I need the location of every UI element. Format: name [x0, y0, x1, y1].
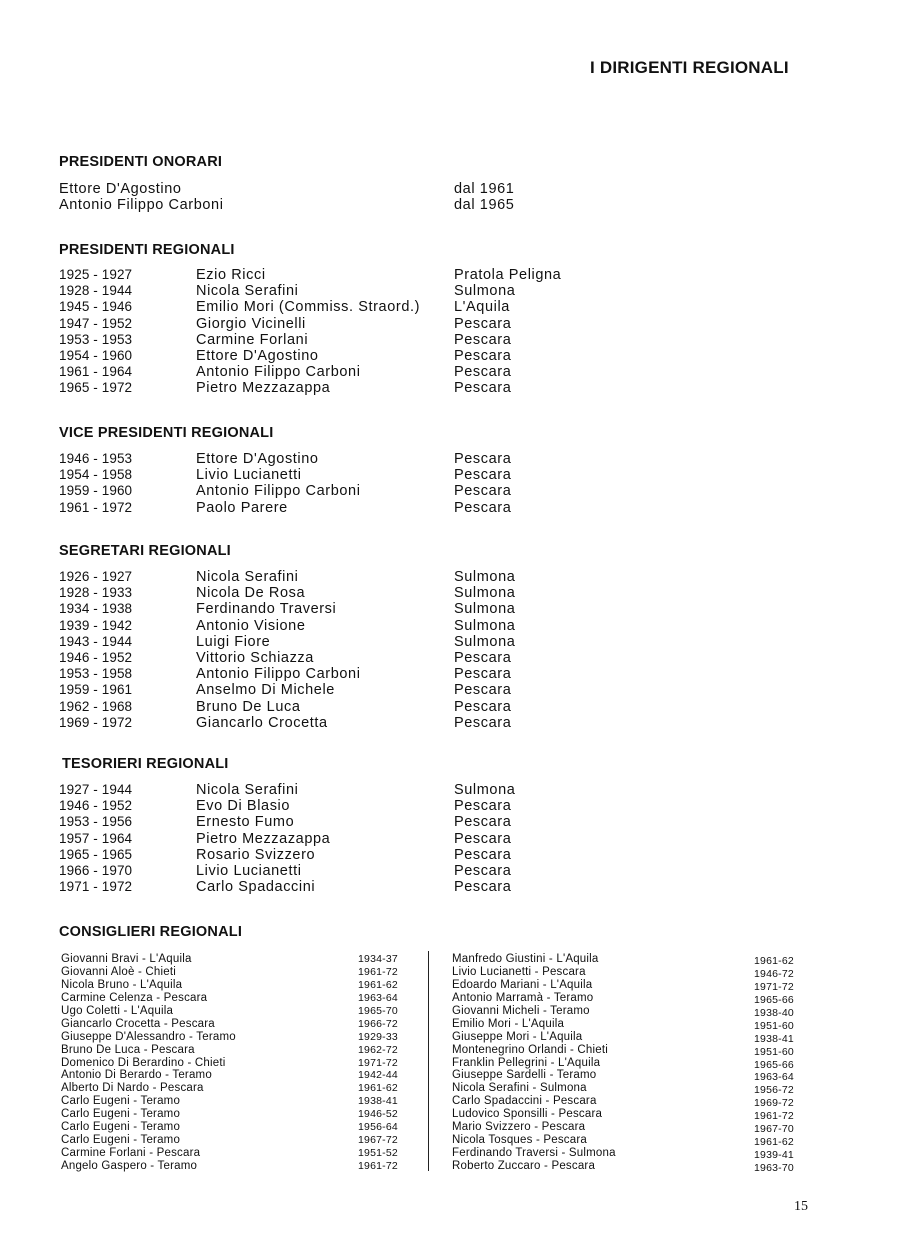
list-row [59, 682, 619, 698]
list-row [59, 634, 619, 650]
consigliere-row [61, 1082, 411, 1095]
list-row [59, 299, 619, 315]
consigliere-name: Carmine Celenza - Pescara [61, 991, 208, 1004]
section-heading-consiglieri: CONSIGLIERI REGIONALI [59, 924, 243, 940]
consigliere-name: Giuseppe Sardelli - Teramo [452, 1069, 597, 1082]
consigliere-row [452, 1057, 802, 1070]
person-name: Nicola Serafini [196, 569, 299, 585]
person-name: Carlo Spadaccini [196, 879, 316, 896]
section-heading-presidenti-regionali: PRESIDENTI REGIONALI [59, 242, 235, 258]
consigliere-name: Emilio Mori - L'Aquila [452, 1017, 565, 1030]
consigliere-name: Nicola Tosques - Pescara [452, 1134, 587, 1147]
consigliere-row [61, 966, 411, 979]
year-range: 1962 - 1968 [59, 698, 133, 714]
person-name: Antonio Filippo Carboni [196, 666, 361, 683]
consigliere-name: Giancarlo Crocetta - Pescara [61, 1017, 215, 1030]
consigliere-years: 1965-66 [754, 1058, 794, 1071]
year-range: 1965 - 1972 [59, 380, 133, 396]
column-divider [428, 951, 429, 1171]
consigliere-name: Giovanni Aloè - Chieti [61, 965, 176, 978]
list-row [59, 451, 619, 467]
year-range: 1957 - 1964 [59, 830, 133, 846]
list-row [59, 798, 619, 814]
year-range: 1959 - 1960 [59, 483, 133, 499]
tesorieri-list [59, 782, 619, 895]
consigliere-name: Giovanni Bravi - L'Aquila [61, 953, 192, 965]
list-row [59, 650, 619, 666]
consigliere-years: 1951-60 [754, 1019, 794, 1032]
consigliere-name: Carlo Eugeni - Teramo [61, 1108, 181, 1121]
consigliere-row [452, 1147, 802, 1160]
year-range: 1959 - 1961 [59, 682, 133, 698]
city-name: Pescara [454, 682, 512, 699]
person-name: Paolo Parere [196, 499, 288, 516]
consigliere-name: Livio Lucianetti - Pescara [452, 965, 586, 978]
consigliere-years: 1942-44 [358, 1069, 398, 1082]
page-title: I DIRIGENTI REGIONALI [590, 58, 789, 77]
consigliere-row [61, 1018, 411, 1031]
section-heading-segretari: SEGRETARI REGIONALI [59, 543, 231, 559]
consigliere-row [61, 1044, 411, 1057]
year-range: 1925 - 1927 [59, 267, 133, 282]
person-name: Antonio Filippo Carboni [59, 197, 224, 214]
section-heading-vice-presidenti: VICE PRESIDENTI REGIONALI [59, 425, 274, 441]
consigliere-years: 1965-70 [358, 1004, 398, 1017]
year-range: 1926 - 1927 [59, 569, 133, 584]
list-row [59, 699, 619, 715]
person-name: Ettore D'Agostino [196, 347, 319, 364]
list-row [59, 181, 579, 197]
year-range: 1965 - 1965 [59, 846, 133, 862]
consigliere-name: Carmine Forlani - Pescara [61, 1147, 201, 1160]
city-name: Sulmona [454, 569, 516, 585]
consigliere-name: Franklin Pellegrini - L'Aquila [452, 1056, 601, 1069]
list-row [59, 715, 619, 731]
year-range: 1966 - 1970 [59, 862, 133, 878]
consigliere-years: 1967-72 [358, 1134, 398, 1147]
consigliere-row [452, 966, 802, 979]
consigliere-row [452, 1121, 802, 1134]
year-range: 1954 - 1960 [59, 347, 133, 363]
year-range: 1953 - 1953 [59, 331, 133, 347]
person-name: Pietro Mezzazappa [196, 380, 331, 397]
list-row [59, 332, 619, 348]
consigliere-years: 1971-72 [358, 1056, 398, 1069]
city-name: Pescara [454, 483, 512, 500]
since-year: dal 1961 [454, 181, 515, 197]
city-name: Sulmona [454, 283, 516, 300]
city-name: Pescara [454, 364, 512, 381]
list-row [59, 863, 619, 879]
consigliere-years: 1961-62 [754, 1136, 794, 1149]
year-range: 1971 - 1972 [59, 879, 133, 895]
consigliere-years: 1966-72 [358, 1017, 398, 1030]
person-name: Vittorio Schiazza [196, 649, 314, 666]
consigliere-name: Ludovico Sponsilli - Pescara [452, 1108, 603, 1121]
list-row [59, 569, 619, 585]
person-name: Emilio Mori (Commiss. Straord.) [196, 299, 421, 316]
section-heading-tesorieri: TESORIERI REGIONALI [62, 756, 229, 772]
consigliere-years: 1946-52 [358, 1108, 398, 1121]
list-row [59, 879, 619, 895]
city-name: L'Aquila [454, 299, 510, 316]
year-range: 1939 - 1942 [59, 617, 133, 633]
page-number: 15 [794, 1199, 808, 1214]
consigliere-row [452, 1005, 802, 1018]
consigliere-row [61, 1134, 411, 1147]
consigliere-years: 1971-72 [754, 980, 794, 993]
consigliere-row [452, 979, 802, 992]
consigliere-years: 1961-62 [358, 978, 398, 991]
consigliere-years: 1951-52 [358, 1147, 398, 1160]
consigliere-name: Domenico Di Berardino - Chieti [61, 1056, 226, 1069]
consigliere-row [61, 992, 411, 1005]
person-name: Ferdinando Traversi [196, 601, 337, 618]
city-name: Sulmona [454, 782, 516, 798]
person-name: Nicola Serafini [196, 283, 299, 300]
consigliere-name: Edoardo Mariani - L'Aquila [452, 978, 593, 991]
city-name: Pratola Peligna [454, 267, 562, 283]
consigliere-row [452, 1095, 802, 1108]
consigliere-years: 1961-62 [754, 955, 794, 967]
year-range: 1945 - 1946 [59, 299, 133, 315]
person-name: Antonio Visione [196, 617, 306, 634]
consigliere-years: 1961-72 [754, 1110, 794, 1123]
consigliere-name: Bruno De Luca - Pescara [61, 1043, 195, 1056]
year-range: 1969 - 1972 [59, 714, 133, 730]
city-name: Sulmona [454, 617, 516, 634]
consigliere-years: 1938-41 [754, 1032, 794, 1045]
consigliere-row [61, 1031, 411, 1044]
consigliere-name: Antonio Di Berardo - Teramo [61, 1069, 212, 1082]
consigliere-row [61, 1069, 411, 1082]
consigliere-name: Carlo Spadaccini - Pescara [452, 1095, 597, 1108]
city-name: Pescara [454, 714, 512, 731]
presidenti-onorari-list [59, 181, 579, 213]
consigliere-name: Roberto Zuccaro - Pescara [452, 1160, 596, 1172]
consigliere-row [452, 1069, 802, 1082]
consigliere-name: Carlo Eugeni - Teramo [61, 1095, 181, 1108]
vice-presidenti-list [59, 451, 619, 516]
year-range: 1946 - 1952 [59, 649, 133, 665]
person-name: Ettore D'Agostino [59, 181, 182, 197]
consigliere-row [61, 1121, 411, 1134]
year-range: 1961 - 1972 [59, 499, 133, 515]
consigliere-row [452, 953, 802, 966]
section-heading-presidenti-onorari: PRESIDENTI ONORARI [59, 154, 223, 170]
consigliere-name: Manfredo Giustini - L'Aquila [452, 953, 599, 965]
consigliere-row [61, 1147, 411, 1160]
consigliere-name: Mario Svizzero - Pescara [452, 1121, 586, 1134]
presidenti-regionali-list [59, 267, 619, 397]
city-name: Pescara [454, 347, 512, 364]
consigliere-row [452, 1108, 802, 1121]
consigliere-name: Angelo Gaspero - Teramo [61, 1160, 198, 1172]
consigliere-row [61, 979, 411, 992]
consigliere-years: 1963-64 [358, 991, 398, 1004]
consigliere-name: Nicola Bruno - L'Aquila [61, 978, 183, 991]
person-name: Anselmo Di Michele [196, 682, 335, 699]
list-row [59, 618, 619, 634]
consigliere-years: 1956-64 [358, 1121, 398, 1134]
consigliere-years: 1962-72 [358, 1043, 398, 1056]
city-name: Sulmona [454, 633, 516, 650]
consigliere-name: Giovanni Micheli - Teramo [452, 1004, 590, 1017]
list-row [59, 283, 619, 299]
consigliere-row [61, 1057, 411, 1070]
consiglieri-right-column [452, 953, 802, 1173]
consigliere-row [452, 1031, 802, 1044]
list-row [59, 585, 619, 601]
city-name: Pescara [454, 879, 512, 896]
city-name: Pescara [454, 830, 512, 847]
list-row [59, 666, 619, 682]
person-name: Ettore D'Agostino [196, 451, 319, 467]
since-year: dal 1965 [454, 197, 515, 214]
city-name: Sulmona [454, 601, 516, 618]
list-row [59, 847, 619, 863]
consigliere-years: 1946-72 [754, 967, 794, 980]
consigliere-row [452, 992, 802, 1005]
person-name: Giancarlo Crocetta [196, 714, 328, 731]
year-range: 1928 - 1933 [59, 585, 133, 601]
consigliere-years: 1939-41 [754, 1149, 794, 1162]
year-range: 1953 - 1956 [59, 814, 133, 830]
consigliere-years: 1956-72 [754, 1084, 794, 1097]
year-range: 1947 - 1952 [59, 315, 133, 331]
consigliere-years: 1963-70 [754, 1162, 794, 1174]
city-name: Pescara [454, 467, 512, 484]
year-range: 1953 - 1958 [59, 666, 133, 682]
city-name: Pescara [454, 666, 512, 683]
consigliere-years: 1929-33 [358, 1030, 398, 1043]
list-row [59, 467, 619, 483]
consigliere-name: Giuseppe D'Alessandro - Teramo [61, 1030, 236, 1043]
consigliere-row [61, 953, 411, 966]
consigliere-name: Montenegrino Orlandi - Chieti [452, 1043, 609, 1056]
consigliere-years: 1963-64 [754, 1071, 794, 1084]
city-name: Pescara [454, 649, 512, 666]
consigliere-years: 1967-70 [754, 1123, 794, 1136]
consiglieri-left-column [61, 953, 411, 1173]
person-name: Carmine Forlani [196, 331, 309, 348]
person-name: Nicola Serafini [196, 782, 299, 798]
city-name: Pescara [454, 380, 512, 397]
list-row [59, 267, 619, 283]
person-name: Antonio Filippo Carboni [196, 483, 361, 500]
consigliere-name: Carlo Eugeni - Teramo [61, 1134, 181, 1147]
year-range: 1954 - 1958 [59, 467, 133, 483]
person-name: Nicola De Rosa [196, 585, 306, 602]
consigliere-name: Carlo Eugeni - Teramo [61, 1121, 181, 1134]
person-name: Bruno De Luca [196, 698, 301, 715]
person-name: Giorgio Vicinelli [196, 315, 306, 332]
person-name: Antonio Filippo Carboni [196, 364, 361, 381]
list-row [59, 483, 619, 499]
consigliere-years: 1961-72 [358, 965, 398, 978]
year-range: 1934 - 1938 [59, 601, 133, 617]
consigliere-years: 1969-72 [754, 1097, 794, 1110]
list-row [59, 831, 619, 847]
person-name: Evo Di Blasio [196, 798, 291, 815]
year-range: 1943 - 1944 [59, 633, 133, 649]
consigliere-name: Nicola Serafini - Sulmona [452, 1082, 587, 1095]
city-name: Pescara [454, 698, 512, 715]
city-name: Pescara [454, 814, 512, 831]
list-row [59, 782, 619, 798]
person-name: Ezio Ricci [196, 267, 266, 283]
consigliere-name: Ferdinando Traversi - Sulmona [452, 1147, 616, 1160]
year-range: 1961 - 1964 [59, 364, 133, 380]
list-row [59, 601, 619, 617]
year-range: 1946 - 1953 [59, 451, 133, 466]
consigliere-years: 1965-66 [754, 993, 794, 1006]
city-name: Pescara [454, 846, 512, 863]
list-row [59, 500, 619, 516]
city-name: Pescara [454, 451, 512, 467]
list-row [59, 380, 619, 396]
year-range: 1946 - 1952 [59, 798, 133, 814]
consigliere-years: 1938-40 [754, 1006, 794, 1019]
consigliere-name: Alberto Di Nardo - Pescara [61, 1082, 204, 1095]
person-name: Livio Lucianetti [196, 862, 302, 879]
consigliere-years: 1961-72 [358, 1160, 398, 1172]
year-range: 1927 - 1944 [59, 782, 133, 797]
consigliere-row [452, 1018, 802, 1031]
list-row [59, 814, 619, 830]
consigliere-years: 1961-62 [358, 1082, 398, 1095]
person-name: Livio Lucianetti [196, 467, 302, 484]
consigliere-years: 1951-60 [754, 1045, 794, 1058]
city-name: Pescara [454, 331, 512, 348]
list-row [59, 364, 619, 380]
consigliere-row [61, 1160, 411, 1173]
consigliere-years: 1934-37 [358, 953, 398, 965]
list-row [59, 348, 619, 364]
city-name: Pescara [454, 862, 512, 879]
consigliere-row [61, 1108, 411, 1121]
consigliere-row [452, 1134, 802, 1147]
segretari-list [59, 569, 619, 731]
city-name: Pescara [454, 315, 512, 332]
consigliere-name: Ugo Coletti - L'Aquila [61, 1004, 174, 1017]
person-name: Luigi Fiore [196, 633, 271, 650]
person-name: Ernesto Fumo [196, 814, 295, 831]
consigliere-row [452, 1082, 802, 1095]
consigliere-row [452, 1044, 802, 1057]
city-name: Sulmona [454, 585, 516, 602]
consigliere-name: Giuseppe Mori - L'Aquila [452, 1030, 583, 1043]
year-range: 1928 - 1944 [59, 283, 133, 299]
city-name: Pescara [454, 798, 512, 815]
consigliere-row [61, 1005, 411, 1018]
person-name: Rosario Svizzero [196, 846, 316, 863]
list-row [59, 197, 579, 213]
consigliere-name: Antonio Marramà - Teramo [452, 991, 594, 1004]
person-name: Pietro Mezzazappa [196, 830, 331, 847]
city-name: Pescara [454, 499, 512, 516]
consigliere-row [452, 1160, 802, 1173]
consigliere-years: 1938-41 [358, 1095, 398, 1108]
consigliere-row [61, 1095, 411, 1108]
list-row [59, 316, 619, 332]
